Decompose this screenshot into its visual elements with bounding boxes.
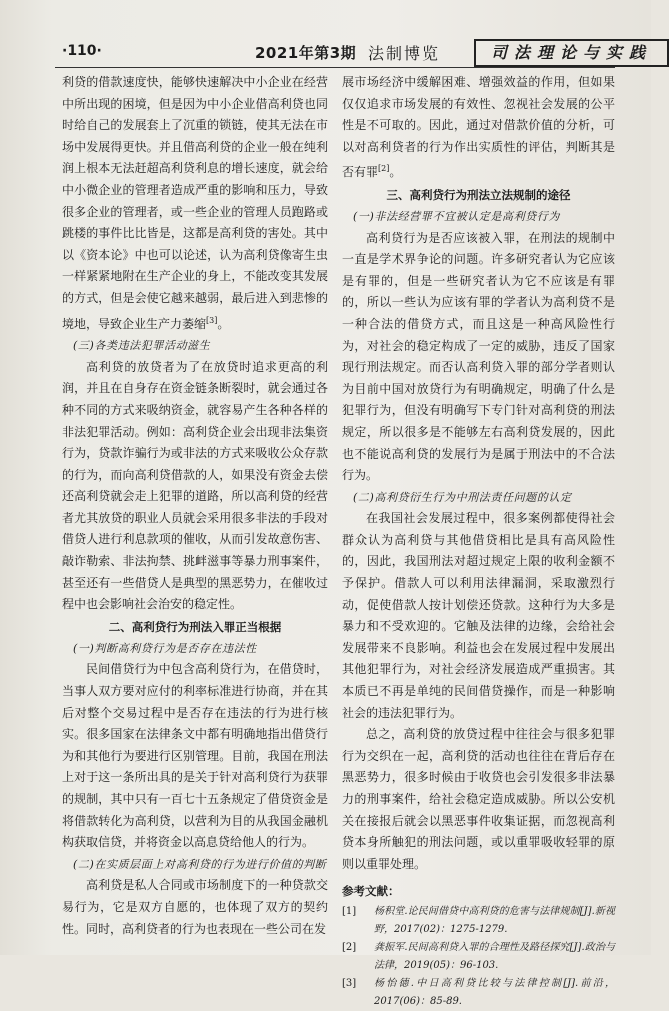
reference-text: 杨积堂.论民间借贷中高利贷的危害与法律规制[J].新视野，2017(02)：1275-1279. (374, 905, 615, 935)
reference-item (342, 975, 615, 1011)
right-column (342, 72, 615, 1011)
citation: [3] (206, 315, 218, 325)
paragraph: 利贷的借款速度快，能够快速解决中小企业在经营中所出现的困境，但是因为中小企业借高利贷也同时给自己的发展套上了沉重的锁链，使其无法在市场中发展得更快。并且借高利贷的企业一般在纯利润上根本无法赶超高利贷利息的增长速度，就会给中小微企业的管理者造成严重的影响和压力，导致很多企业的管理者，或一些企业的管理人员跑路或跳楼的事件比比皆是，这都是高利贷的害处。其中以《资本论》中也可以论述，认为高利贷像寄生虫一样紧紧地附在生产企业的身上，不能改变其发展的方式，但是会使它越来越弱，最后进入到悲惨的境地，导致企业生产力萎缩[3]。 (62, 75, 328, 331)
citation: [2] (378, 164, 390, 174)
subsection-heading: (二)高利贷衍生行为中刑法责任问题的认定 (353, 490, 572, 504)
reference-item (342, 903, 615, 939)
references-heading: 参考文献： (342, 884, 400, 899)
paragraph: 民间借贷行为中包含高利贷行为，在借贷时，当事人双方要对应付的利率标准进行协商，并在其后对整个交易过程中是否存在违法的行为进行核实。很多国家在法律条文中都有明确地指出借贷行为和其他行为要进行区别管理。目前，我国在刑法上对于这一条所出具的是关于针对高利贷行为获罪的规制，其中只有一百七十五条规定了借贷资金是将借款转化为高利贷，以营利为目的从我国金融机构获取信贷，并将资金以高息贷给他人的行为。 (62, 662, 328, 850)
column-title: 司法理论与实践 (474, 39, 669, 67)
subsection-heading: (三)各类违法犯罪活动滋生 (73, 339, 211, 353)
reference-text: 龚振军.民间高利贷入罪的合理性及路径探究[J].政治与法律，2019(05)：96-103. (374, 941, 615, 971)
reference-number: [3] (342, 977, 357, 989)
header-divider (55, 67, 615, 68)
paragraph: 展市场经济中缓解困难、增强效益的作用，但如果仅仅追求市场发展的有效性、忽视社会发展的公平性是不可取的。因此，通过对借款价值的分析，可以对高利贷者的行为作出实质性的评估，判断其是否有罪[2]。 (342, 75, 615, 180)
subsection-heading: (一)非法经营罪不宜被认定是高利贷行为 (353, 209, 560, 223)
paragraph: 高利贷行为是否应该被入罪，在刑法的规制中一直是学术界争论的问题。许多研究者认为它应该是有罪的，但是一些研究者认为它不应该是有罪的，所以一些认为应该有罪的学者认为高利贷不是一种合法的借贷方式，而且这是一种高风险性行为，对社会的稳定构成了一定的威胁，违反了国家现行刑法规定。而否认高利贷入罪的部分学者则认为目前中国对放贷行为有明确规定，明确了什么是犯罪行为，但没有明确写下专门针对高利贷的刑法规定，所以很多是不能够左右高利贷发展的，因此也不能说高利贷的发展行为是属于刑法中的不合法行为。 (342, 230, 615, 483)
page-number: ·110· (62, 43, 102, 59)
section-heading: 三、高利贷行为刑法立法规制的途径 (386, 187, 571, 202)
reference-text: 杨怡德.中日高利贷比较与法律控制[J].前沿，2017(06)：85-89. (374, 977, 615, 1007)
reference-number: [2] (342, 941, 357, 953)
paragraph: 高利贷的放贷者为了在放贷时追求更高的利润，并且在自身存在资金链条断裂时，就会通过各种不同的方式来吸纳资金，就容易产生各种各样的非法犯罪活动。例如：高利贷企业会出现非法集资行为，贷款诈骗行为或非法的方式来吸收公众存款的行为，而向高利贷借款的人，如果没有资金去偿还高利贷就会走上犯罪的道路，所以高利贷的经营者尤其放贷的职业人员就会采用很多非法的手段对借贷人进行利息款项的催收，从而引发故意伤害、敲诈勒索、非法拘禁、挑衅滋事等暴力刑事案件，甚至还有一些借贷人是典型的黑恶势力，在催收过程中也会影响社会治安的稳定性。 (62, 359, 328, 612)
section-heading: 二、高利贷行为刑法入罪正当根据 (108, 619, 282, 634)
paragraph: 在我国社会发展过程中，很多案例都使得社会群众认为高利贷与其他借贷相比是具有高风险性的，因此，我国刑法对超过规定上限的收利金额不予保护。借款人可以利用法律漏洞，采取激烈行动，促使借款人按计划偿还贷款。这种行为大多是暴力和不受欢迎的。它触及法律的边缘，会给社会发展带来不良影响。利益也会在发展过程中发展出其他犯罪行为，对社会经济发展造成严重损害。其本质已不再是单纯的民间借贷操作，而是一种影响社会的违法犯罪行为。 (342, 511, 615, 720)
reference-number: [1] (342, 905, 357, 917)
paragraph: 高利贷是私人合同或市场制度下的一种贷款交易行为，它是双方自愿的，也体现了双方的契约性。同时，高利贷者的行为也表现在一些公司在发 (62, 878, 328, 936)
page-header (52, 40, 652, 66)
reference-item (342, 939, 615, 975)
paragraph: 总之，高利贷的放贷过程中往往会与很多犯罪行为交织在一起，高利贷的活动也往往在背后存在黑恶势力，很多时候由于收贷也会引发很多非法暴力的刑事案件，给社会稳定造成威胁。所以公安机关在接报后就会以黑恶事件收集证据，而忽视高利贷本身所触犯的刑法问题，或以重罪吸收轻罪的原则以重罪处理。 (342, 727, 615, 871)
left-column (62, 72, 328, 940)
subsection-heading: (一)判断高利贷行为是否存在违法性 (73, 641, 257, 655)
issue-label: 2021年第3期 (255, 44, 357, 62)
subsection-heading: (二)在实质层面上对高利贷的行为进行价值的判断 (73, 857, 327, 871)
journal-title: 法制博览 (368, 44, 441, 63)
